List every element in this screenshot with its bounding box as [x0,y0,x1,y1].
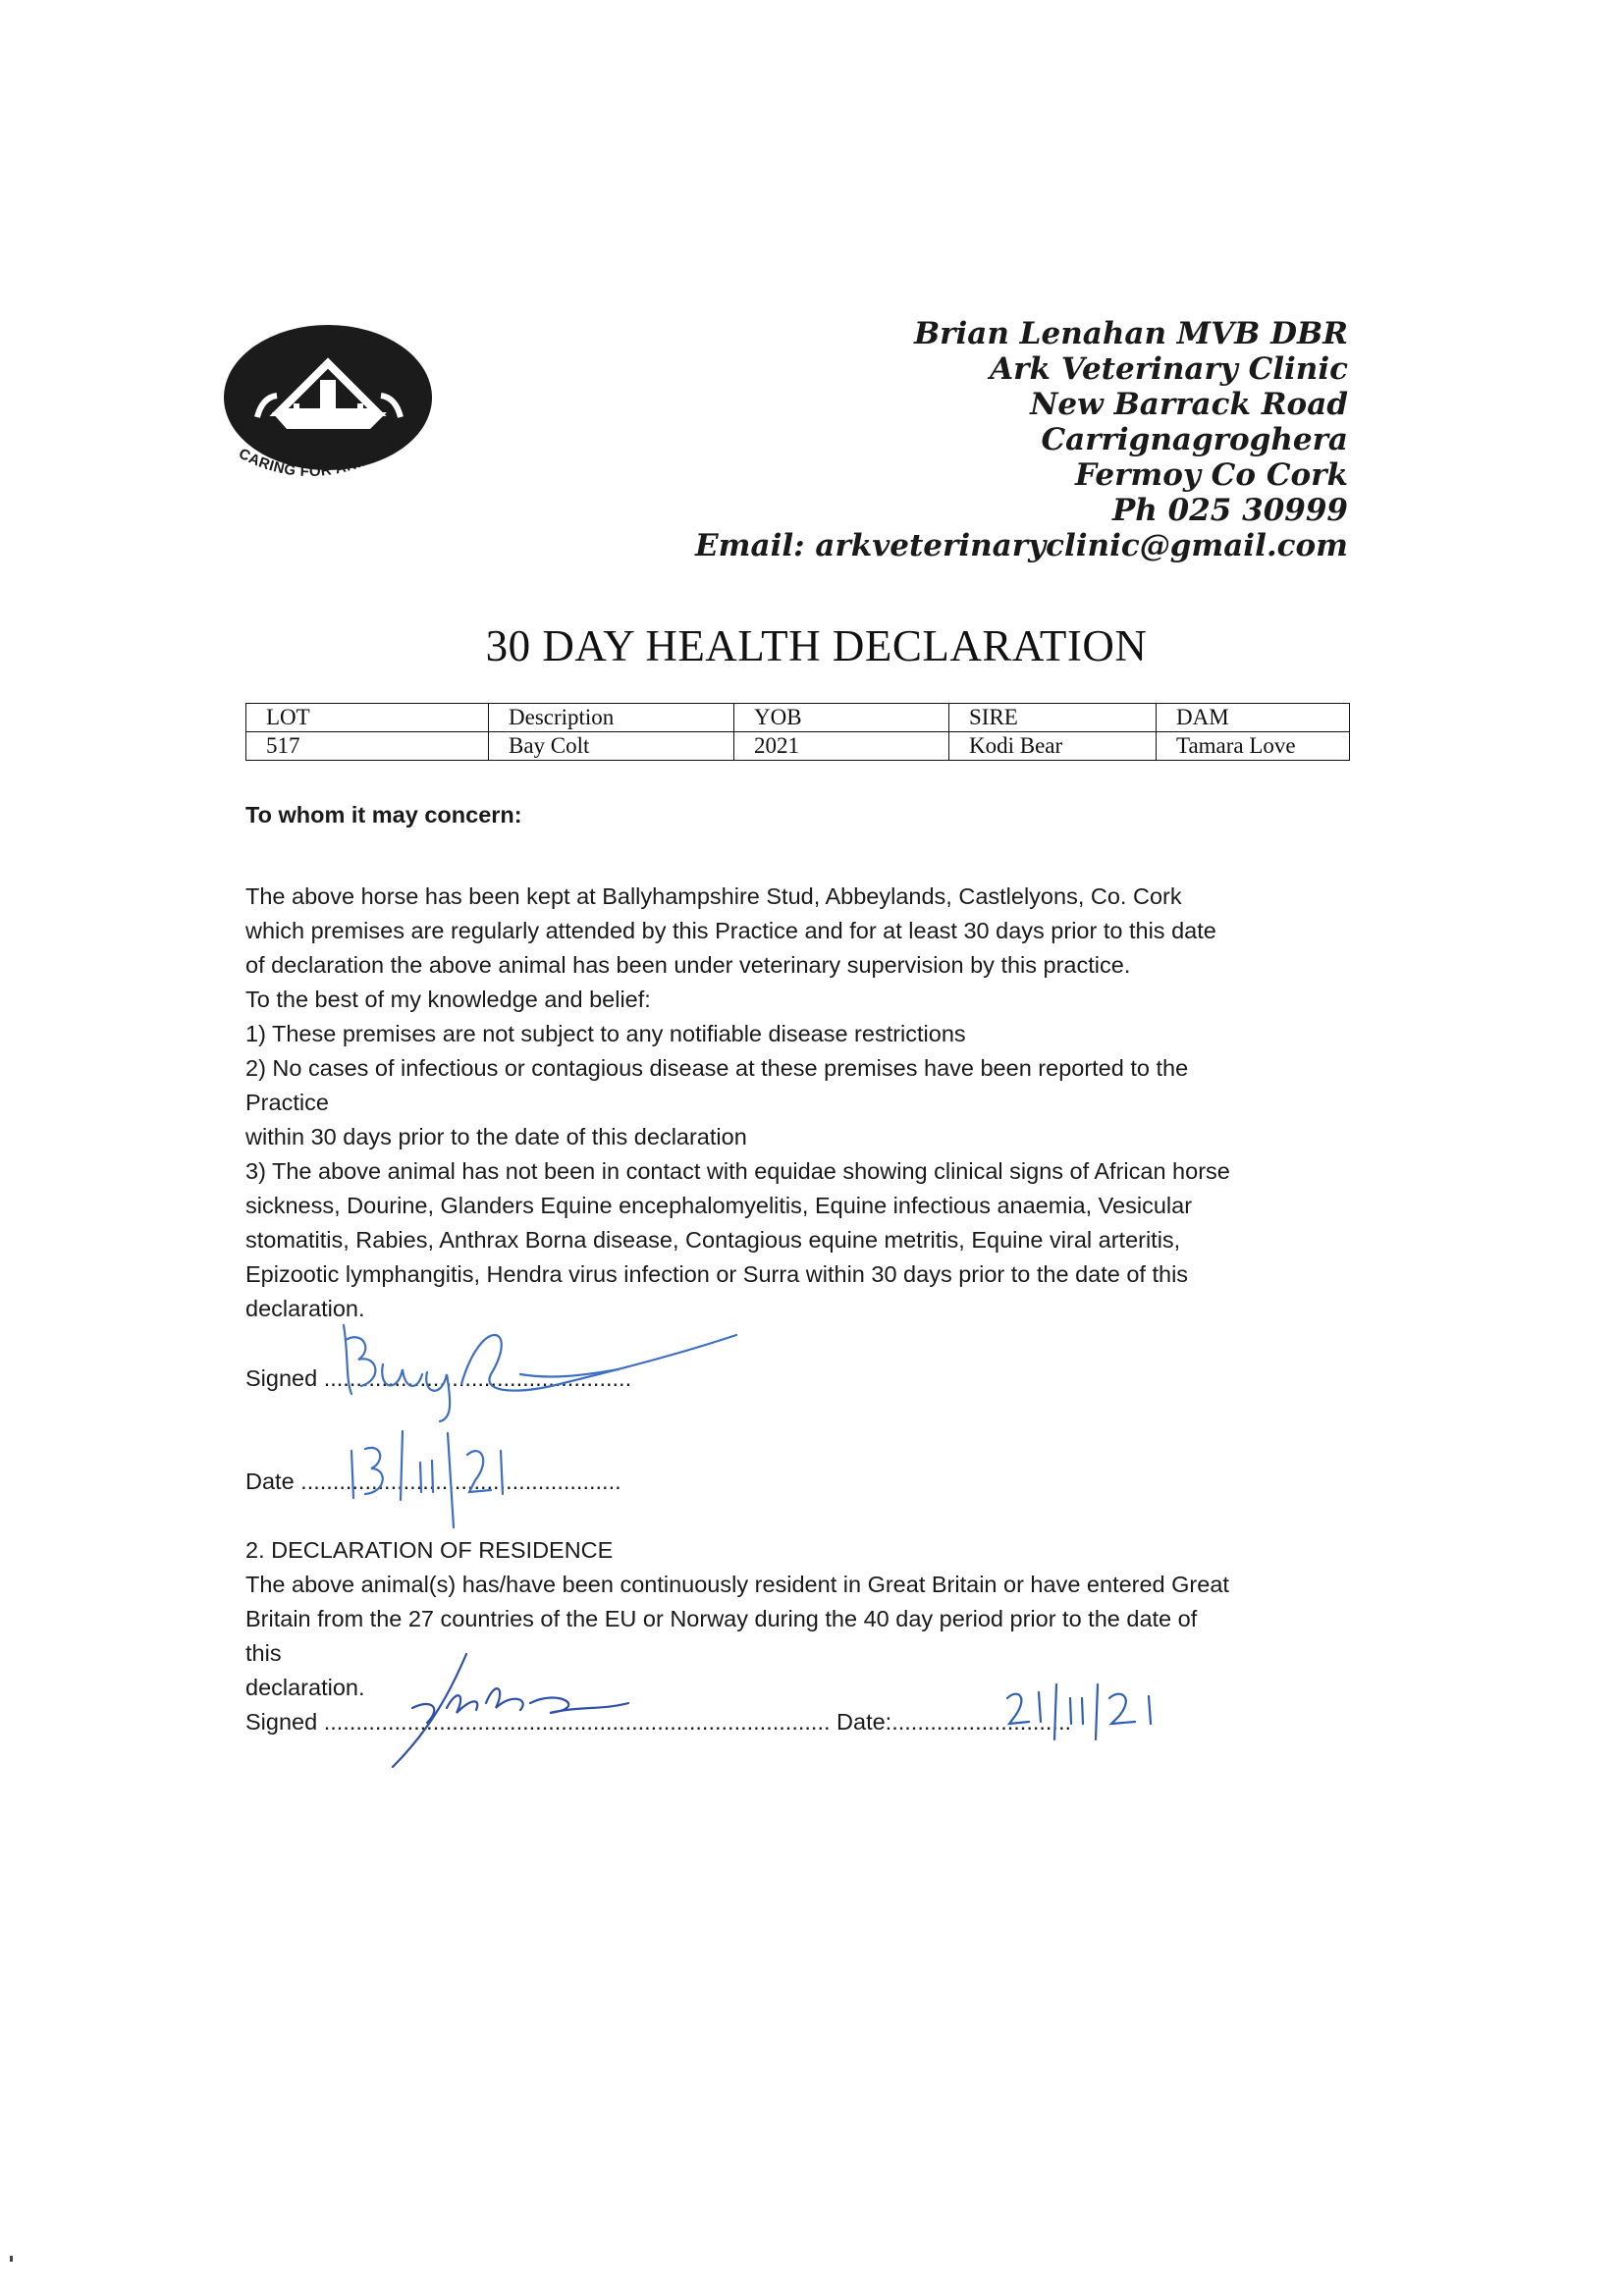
declaration-line: Epizootic lymphangitis, Hendra virus infection or Surra within 30 days prior to the date of this [245,1261,1189,1287]
residence-date-label: Date: [830,1709,892,1735]
address-phone: Ph 025 30999 [1112,493,1348,528]
declaration-line: To the best of my knowledge and belief: [245,987,651,1012]
declaration-text [245,880,1384,1326]
residence-section [245,1533,1384,1739]
residence-line: declaration. [245,1675,365,1700]
declaration-line: which premises are regularly attended by this Practice and for at least 30 days prior to this date [245,918,1216,943]
header-description: Description [489,704,734,732]
residence-signed-label: Signed [245,1709,324,1735]
declaration-line: declaration. [245,1296,365,1321]
declaration-line: 2) No cases of infectious or contagious disease at these premises have been reported to the [245,1055,1189,1081]
residence-line: this [245,1640,282,1666]
declaration-line: 1) These premises are not subject to any notifiable disease restrictions [245,1021,966,1046]
signature-line [245,1362,631,1396]
declaration-line: The above horse has been kept at Ballyhampshire Stud, Abbeylands, Castlelyons, Co. Cork [245,883,1182,909]
declaration-line: sickness, Dourine, Glanders Equine encephalomyelitis, Equine infectious anaemia, Vesicular [245,1193,1193,1218]
cell-sire: Kodi Bear [949,732,1157,761]
residence-heading: 2. DECLARATION OF RESIDENCE [245,1537,614,1563]
declaration-line: of declaration the above animal has been under veterinary supervision by this practice. [245,952,1131,978]
residence-line: Britain from the 27 countries of the EU or Norway during the 40 day period prior to the date of [245,1606,1198,1631]
clinic-logo [218,319,444,496]
declaration-line: 3) The above animal has not been in contact with equidae showing clinical signs of African horse [245,1158,1230,1184]
address-email: Email: arkveterinaryclinic@gmail.com [695,528,1348,563]
table-header-row [246,704,1350,732]
residence-signed-dots: ............................................................................... [323,1709,831,1735]
table-row [246,732,1350,761]
address-name: Brian Lenahan MVB DBR [913,316,1348,351]
scan-speck [10,2256,13,2262]
salutation: To whom it may concern: [245,802,522,828]
cell-dam: Tamara Love [1157,732,1350,761]
logo-tagline: CARING FOR ANIMALS [236,436,404,481]
residence-signature-line [245,1705,1384,1739]
cell-yob: 2021 [734,732,949,761]
lot-table [245,703,1350,761]
residence-date-dots: ............................ [891,1709,1072,1735]
header-lot: LOT [246,704,489,732]
residence-line: The above animal(s) has/have been continuously resident in Great Britain or have entered Great [245,1572,1229,1597]
cell-description: Bay Colt [489,732,734,761]
cell-lot: 517 [246,732,489,761]
header-sire: SIRE [949,704,1157,732]
address-locality: Carrignagroghera [1041,422,1348,457]
declaration-line: Practice [245,1090,329,1115]
header-dam: DAM [1157,704,1350,732]
date-label: Date [245,1468,301,1494]
signed-dots: ................................................ [323,1365,632,1391]
document-title: 30 DAY HEALTH DECLARATION [485,621,1148,670]
signed-label: Signed [245,1365,324,1391]
date-dots: .................................................. [300,1468,621,1494]
header-yob: YOB [734,704,949,732]
declaration-line: stomatitis, Rabies, Anthrax Borna disease, Contagious equine metritis, Equine viral arteritis, [245,1227,1181,1253]
address-town: Fermoy Co Cork [1075,457,1348,493]
address-clinic: Ark Veterinary Clinic [990,351,1348,387]
declaration-line: within 30 days prior to the date of this declaration [245,1124,747,1149]
clinic-address [695,316,1348,563]
address-street: New Barrack Road [1030,387,1348,422]
date-line [245,1465,621,1499]
